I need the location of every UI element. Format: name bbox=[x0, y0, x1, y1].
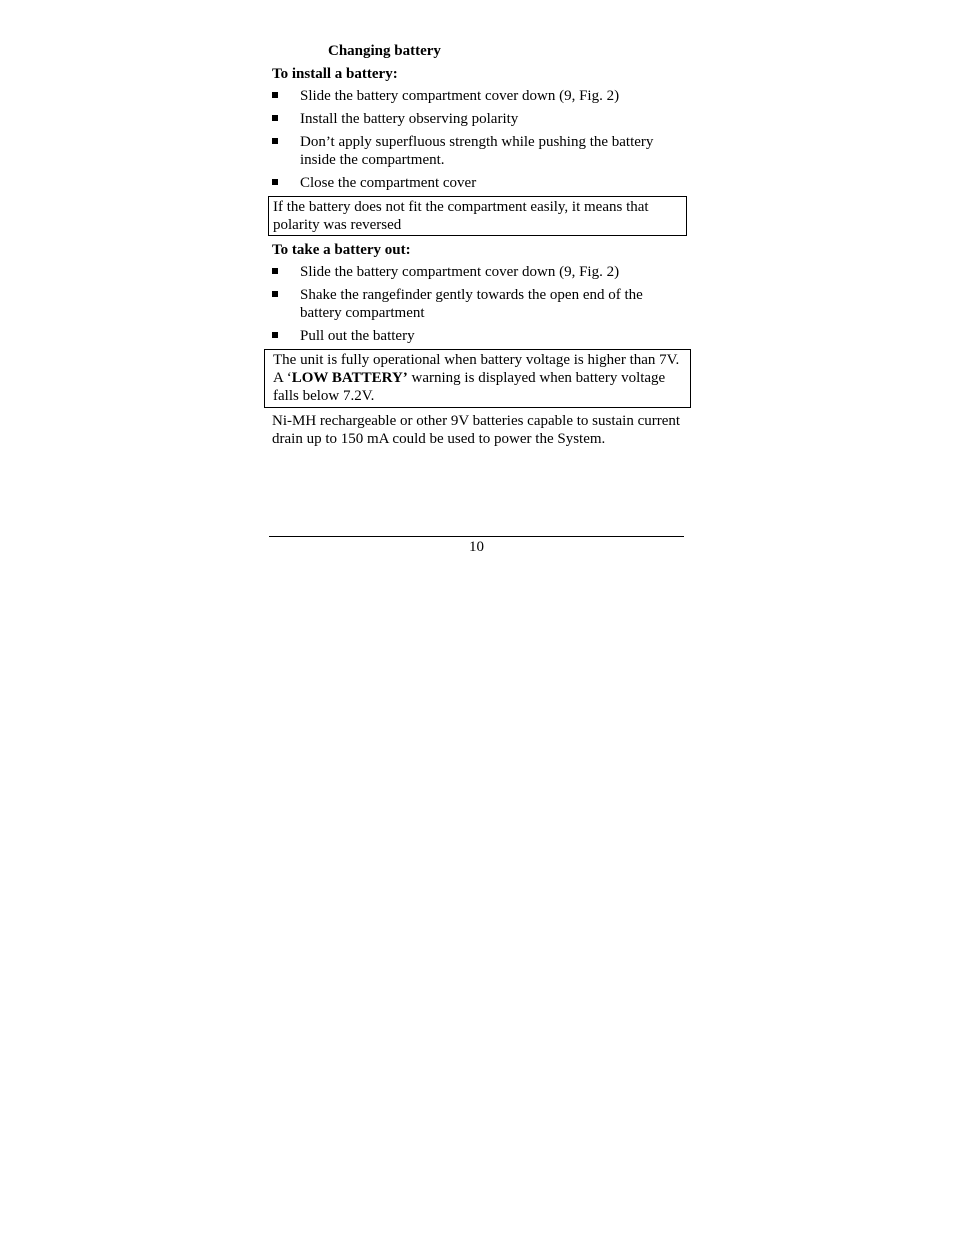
section-title: Changing battery bbox=[328, 43, 441, 59]
rechargeable-paragraph: Ni-MH rechargeable or other 9V batteries capable to sustain current drain up to 150 mA could be used to power the System. bbox=[272, 413, 681, 447]
polarity-note-box bbox=[268, 196, 687, 236]
bullet-square-icon bbox=[272, 179, 278, 185]
bullet-square-icon bbox=[272, 332, 278, 338]
list-item bbox=[272, 327, 682, 345]
bullet-square-icon bbox=[272, 115, 278, 121]
list-item bbox=[272, 174, 682, 192]
install-step-text: Slide the battery compartment cover down (9, Fig. 2) bbox=[300, 88, 620, 104]
remove-heading: To take a battery out: bbox=[272, 242, 411, 258]
voltage-note-text-start: The unit is fully operational when battery voltage is higher than 7V. A ‘ bbox=[273, 352, 680, 386]
list-item bbox=[272, 263, 682, 281]
page-number: 10 bbox=[469, 539, 484, 555]
install-step-text: Install the battery observing polarity bbox=[300, 111, 519, 127]
remove-steps-list bbox=[272, 263, 682, 350]
bullet-square-icon bbox=[272, 268, 278, 274]
polarity-note-text: If the battery does not fit the compartment easily, it means that polarity was reversed bbox=[273, 199, 649, 233]
bullet-square-icon bbox=[272, 291, 278, 297]
install-step-text: Close the compartment cover bbox=[300, 175, 477, 191]
bullet-square-icon bbox=[272, 138, 278, 144]
low-battery-warning-label: LOW BATTERY’ bbox=[291, 370, 408, 386]
remove-step-text: Slide the battery compartment cover down (9, Fig. 2) bbox=[300, 264, 620, 280]
remove-step-text: Pull out the battery bbox=[300, 328, 415, 344]
install-steps-list bbox=[272, 87, 682, 197]
bullet-square-icon bbox=[272, 92, 278, 98]
list-item bbox=[272, 286, 682, 322]
list-item bbox=[272, 110, 682, 128]
list-item bbox=[272, 133, 682, 169]
install-heading: To install a battery: bbox=[272, 66, 398, 82]
install-step-text: Don’t apply superfluous strength while pushing the battery inside the compartment. bbox=[300, 134, 654, 168]
remove-step-text: Shake the rangefinder gently towards the open end of the battery compartment bbox=[300, 287, 643, 321]
voltage-note-box bbox=[264, 349, 691, 408]
list-item bbox=[272, 87, 682, 105]
footer-divider bbox=[269, 536, 684, 537]
voltage-note-text-end: warning is displayed when battery voltage falls below 7.2V. bbox=[273, 370, 666, 404]
